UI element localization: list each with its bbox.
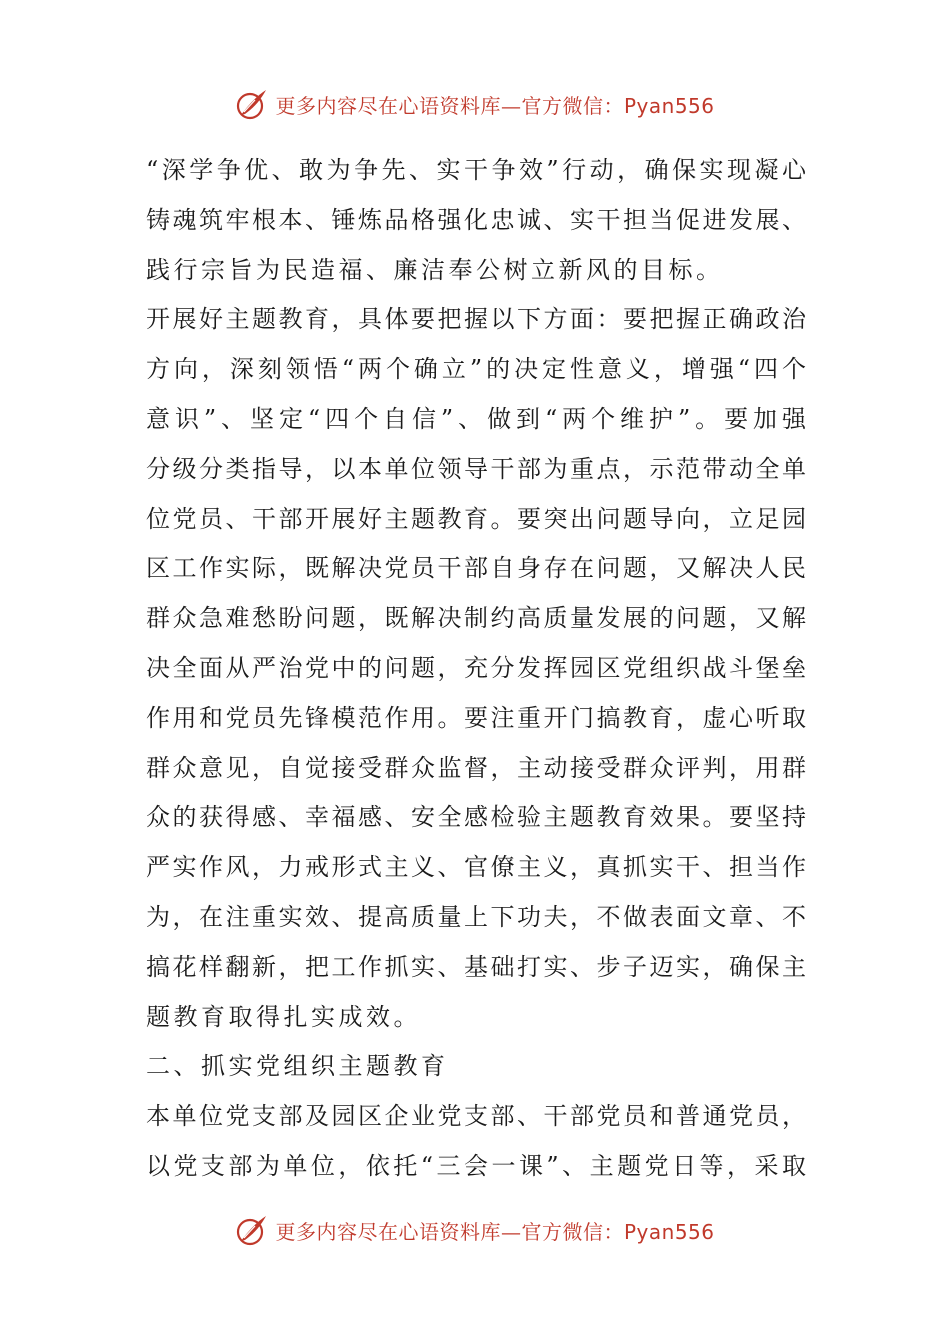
watermark-text: 更多内容尽在心语资料库—官方微信：Pyan556 [275, 1219, 715, 1244]
text-line: 本单位党支部及园区企业党支部、干部党员和普通党员， [146, 1102, 806, 1131]
text-line: 众的获得感、幸福感、安全感检验主题教育效果。要坚持 [146, 803, 806, 832]
text-line: 题教育取得扎实成效。 [146, 1002, 421, 1031]
text-line: 为，在注重实效、提高质量上下功夫，不做表面文章、不 [146, 902, 806, 931]
watermark-text: 更多内容尽在心语资料库—官方微信：Pyan556 [275, 93, 715, 118]
text-line: 严实作风，力戒形式主义、官僚主义，真抓实干、担当作 [146, 853, 806, 882]
text-line: 以党支部为单位，依托“三会一课”、主题党日等，采取 [146, 1151, 806, 1180]
text-line: 群众急难愁盼问题，既解决制约高质量发展的问题，又解 [146, 604, 806, 633]
text-line: 践行宗旨为民造福、廉洁奉公树立新风的目标。 [146, 255, 724, 284]
text-line: 区工作实际，既解决党员干部自身存在问题，又解决人民 [146, 554, 806, 583]
text-line: 二、抓实党组织主题教育 [146, 1052, 449, 1081]
document-body [146, 146, 806, 1192]
text-line: 搞花样翻新，把工作抓实、基础打实、步子迈实，确保主 [146, 952, 806, 981]
text-line: “深学争优、敢为争先、实干争效”行动，确保实现凝心 [146, 156, 806, 184]
text-line: 作用和党员先锋模范作用。要注重开门搞教育，虚心听取 [146, 703, 806, 732]
text-line: 开展好主题教育，具体要把握以下方面：要把握正确政治 [146, 305, 806, 334]
text-line: 群众意见，自觉接受群众监督，主动接受群众评判，用群 [146, 753, 806, 782]
wechat-id: Pyan556 [623, 1219, 715, 1244]
text-line: 方向，深刻领悟“两个确立”的决定性意义，增强“四个 [146, 355, 806, 384]
quill-logo-icon [235, 1213, 269, 1247]
text-line: 决全面从严治党中的问题，充分发挥园区党组织战斗堡垒 [146, 653, 806, 682]
text-line: 分级分类指导，以本单位领导干部为重点，示范带动全单 [146, 454, 806, 483]
text-line: 位党员、干部开展好主题教育。要突出问题导向，立足园 [146, 504, 806, 533]
text-line: 意识”、坚定“四个自信”、做到“两个维护”。要加强 [146, 404, 806, 433]
wechat-id: Pyan556 [623, 93, 715, 118]
quill-logo-icon [235, 87, 269, 121]
text-line: 铸魂筑牢根本、锤炼品格强化忠诚、实干担当促进发展、 [146, 205, 806, 234]
watermark-banner-top [0, 84, 950, 124]
watermark-banner-bottom [0, 1210, 950, 1250]
